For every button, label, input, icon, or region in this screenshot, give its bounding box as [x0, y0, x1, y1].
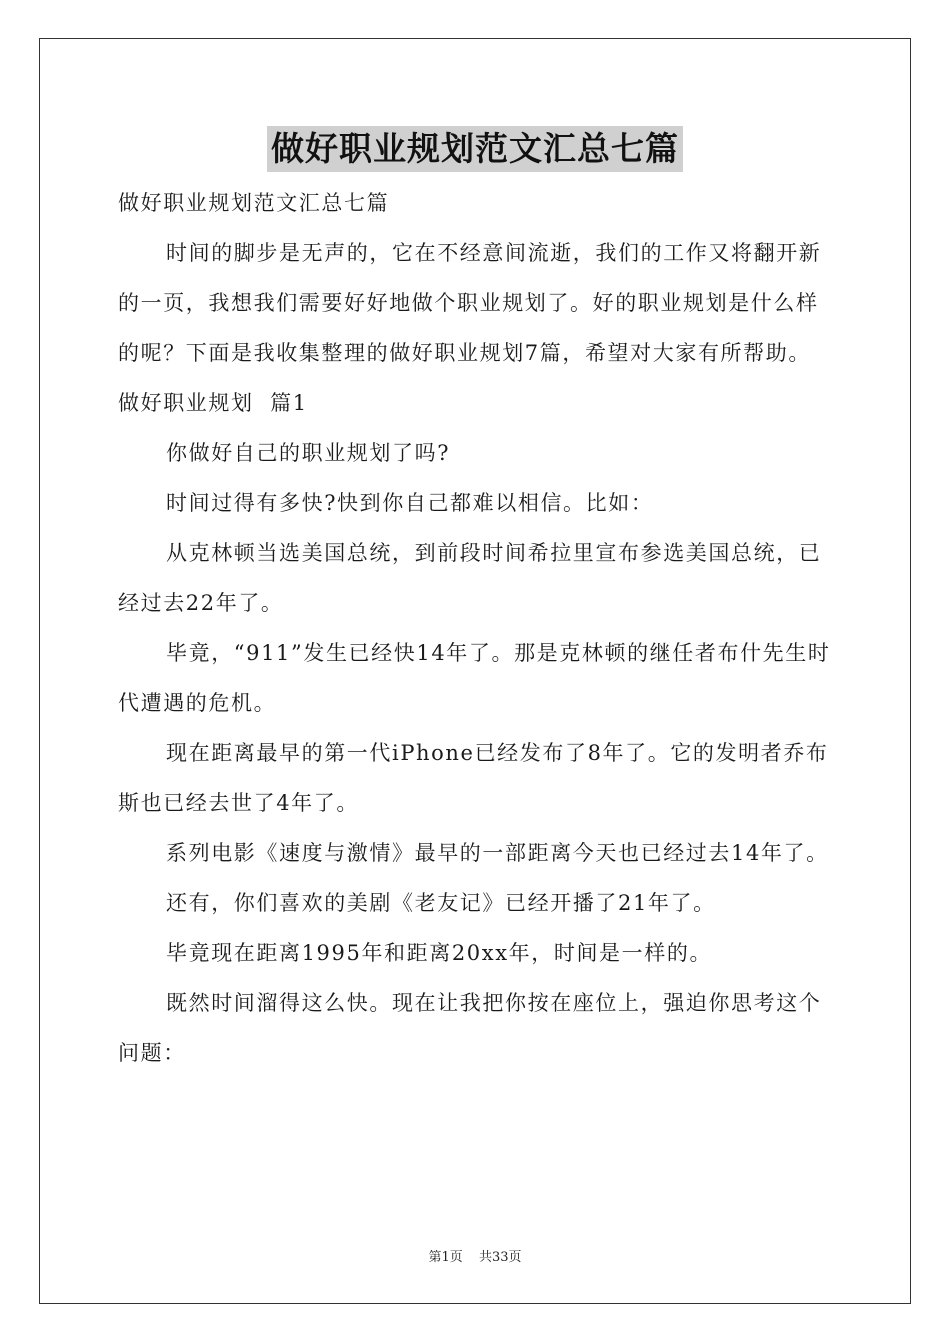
paragraph: 你做好自己的职业规划了吗?	[166, 441, 451, 465]
paragraph: 做好职业规划范文汇总七篇	[118, 191, 390, 215]
paragraph: 时间的脚步是无声的，它在不经意间流逝，我们的工作又将翻开新的一页，我想我们需要好好地做个职业规划了。好的职业规划是什么样的呢？下面是我收集整理的做好职业规划7篇，希望对大家有所帮助。	[118, 241, 822, 365]
title-container	[0, 126, 950, 172]
paragraph: 既然时间溜得这么快。现在让我把你按在座位上，强迫你思考这个问题：	[118, 991, 822, 1065]
paragraph: 还有，你们喜欢的美剧《老友记》已经开播了21年了。	[166, 891, 716, 915]
page-number: 第1页	[428, 1250, 463, 1265]
document-body	[118, 178, 838, 1078]
page-footer	[0, 1246, 950, 1265]
paragraph: 系列电影《速度与激情》最早的一部距离今天也已经过去14年了。	[166, 841, 829, 865]
page-total: 共33页	[478, 1250, 522, 1265]
paragraph: 时间过得有多快?快到你自己都难以相信。比如：	[166, 491, 654, 515]
paragraph: 毕竟现在距离1995年和距离20xx年，时间是一样的。	[166, 941, 713, 965]
paragraph: 从克林顿当选美国总统，到前段时间希拉里宣布参选美国总统，已经过去22年了。	[118, 541, 822, 615]
paragraph: 毕竟，“911”发生已经快14年了。那是克林顿的继任者布什先生时代遭遇的危机。	[118, 641, 831, 715]
paragraph: 现在距离最早的第一代iPhone已经发布了8年了。它的发明者乔布斯也已经去世了4年了。	[118, 741, 829, 815]
section-heading: 做好职业规划 篇1	[118, 391, 308, 415]
document-title: 做好职业规划范文汇总七篇	[267, 126, 683, 172]
